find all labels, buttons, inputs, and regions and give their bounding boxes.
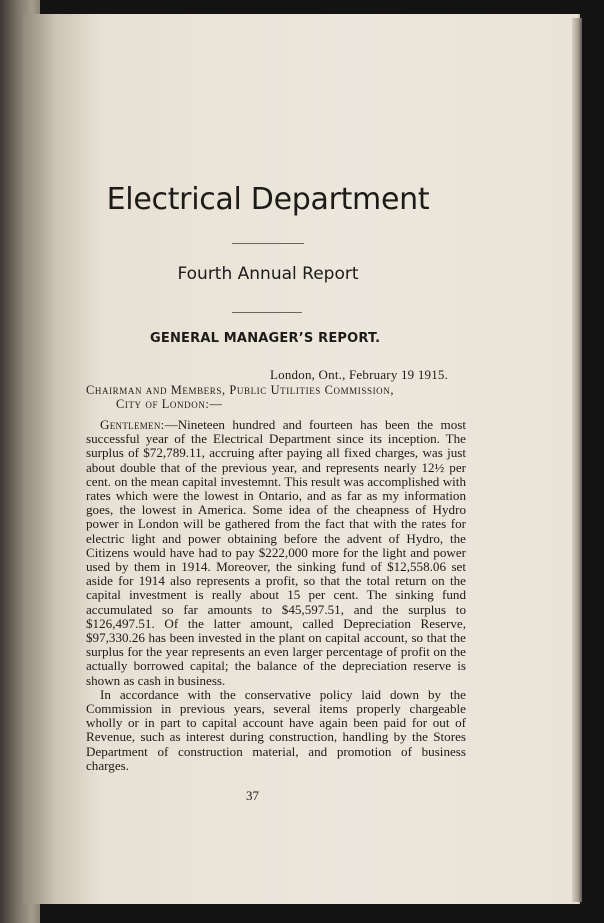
address-line: Chairman and Members, Public Utilities Commission, [86, 383, 395, 397]
dateline: London, Ont., February 19 1915. [270, 367, 449, 382]
document-title: Electrical Department [106, 182, 430, 217]
page-number: 37 [246, 788, 259, 803]
subtitle-divider [232, 312, 302, 313]
paragraph: In accordance with the conservative policy laid down by the Commission in previous years, several items properly chargeable wholly or in part to capital account have again been paid for out of Revenue, such as interest during construction, handling by the Stores Department of construction material, and promotion of business charges. [86, 686, 466, 773]
title-divider [232, 243, 304, 244]
section-heading: GENERAL MANAGER’S REPORT. [150, 331, 381, 346]
report-body [86, 418, 466, 773]
paragraph-text: —Nineteen hundred and fourteen has been the most successful year of the Electrical Department since its inception. The surplus of $72,789.11, accruing after paying all fixed charges, was just about double that of the previous year, and represents nearly 12½ per cent. on the mean capital investemnt. This result was accomplished with rates which were the lowest in Ontario, and as far as my information goes, the lowest in America. Some idea of the cheapness of Hydro power in London will be gathered from the fact that with the rates for electric light and power obtaining before the advent of Hydro, the Citizens would have had to pay $222,000 more for the light and power used by them in 1914. Moreover, the sinking fund of $12,558.06 set aside for 1914 also represents a profit, so that the total return on the capital investment is really about 15 per cent. The sinking fund accumulated so far amounts to $45,597.51, and the surplus to $126,497.51. Of the latter amount, called Depreciation Reserve, $97,330.26 has been invested in the plant on capital account, so that the surplus for the year represents an even larger percentage of profit on the actually borrowed capital; the balance of the depreciation reserve is shown as cash in business. [86, 417, 466, 688]
paragraph [86, 418, 466, 688]
address-line: City of London:— [116, 397, 223, 411]
salutation: Gentlemen: [100, 417, 165, 432]
document-subtitle: Fourth Annual Report [177, 264, 359, 284]
address-block [86, 383, 394, 411]
